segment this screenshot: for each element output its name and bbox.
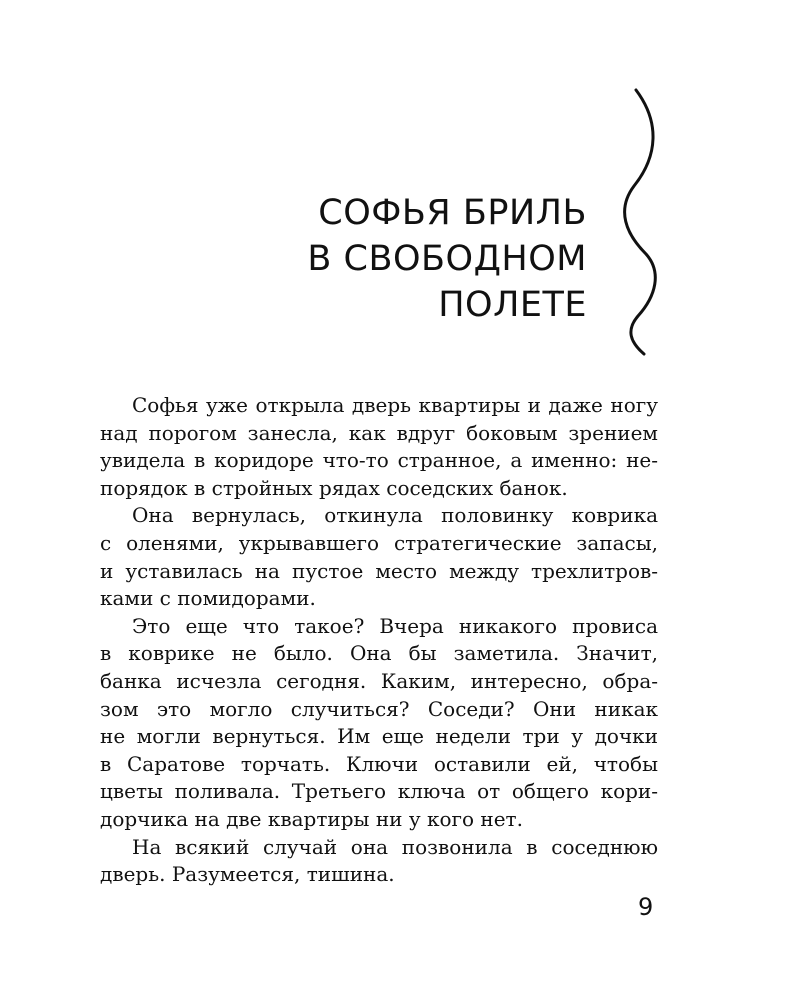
text-line: Она вернулась, откинула половинку коврика xyxy=(132,503,658,528)
text-line: банка исчезла сегодня. Каким, интересно, обра- xyxy=(100,668,658,693)
text-line: зом это могло случиться? Соседи? Они никак xyxy=(100,696,658,721)
text-line: в Саратове торчать. Ключи оставили ей, чтобы xyxy=(100,751,658,776)
chapter-title-line-2: В СВОБОДНОМ xyxy=(307,239,587,279)
body-text xyxy=(100,392,658,889)
text-line: над порогом занесла, как вдруг боковым зрением xyxy=(100,420,658,445)
text-line: увидела в коридоре что-то странное, а именно: не- xyxy=(100,448,658,473)
text-line: Это еще что такое? Вчера никакого провиса xyxy=(132,613,658,638)
text-line: Софья уже открыла дверь квартиры и даже ногу xyxy=(132,393,658,417)
text-line: дверь. Разумеется, тишина. xyxy=(100,862,395,887)
text-line: цветы поливала. Третьего ключа от общего кори- xyxy=(100,779,658,804)
text-line: в коврике не было. Она бы заметила. Значит, xyxy=(100,641,658,666)
wavy-line-icon xyxy=(612,86,668,356)
text-line: с оленями, укрывавшего стратегические запасы, xyxy=(100,530,658,555)
text-line: и уставилась на пустое место между трехлитров- xyxy=(100,558,658,583)
text-line: дорчика на две квартиры ни у кого нет. xyxy=(100,806,523,831)
text-line: не могли вернуться. Им еще недели три у дочки xyxy=(100,724,658,749)
chapter-title-line-3: ПОЛЕТЕ xyxy=(438,285,587,325)
text-line: порядок в стройных рядах соседских банок. xyxy=(100,475,568,500)
chapter-title-line-1: СОФЬЯ БРИЛЬ xyxy=(318,193,587,233)
text-line: ками с помидорами. xyxy=(100,586,316,611)
page-number: 9 xyxy=(638,893,654,921)
text-line: На всякий случай она позвонила в соседнюю xyxy=(132,834,658,859)
chapter-title xyxy=(307,190,587,328)
